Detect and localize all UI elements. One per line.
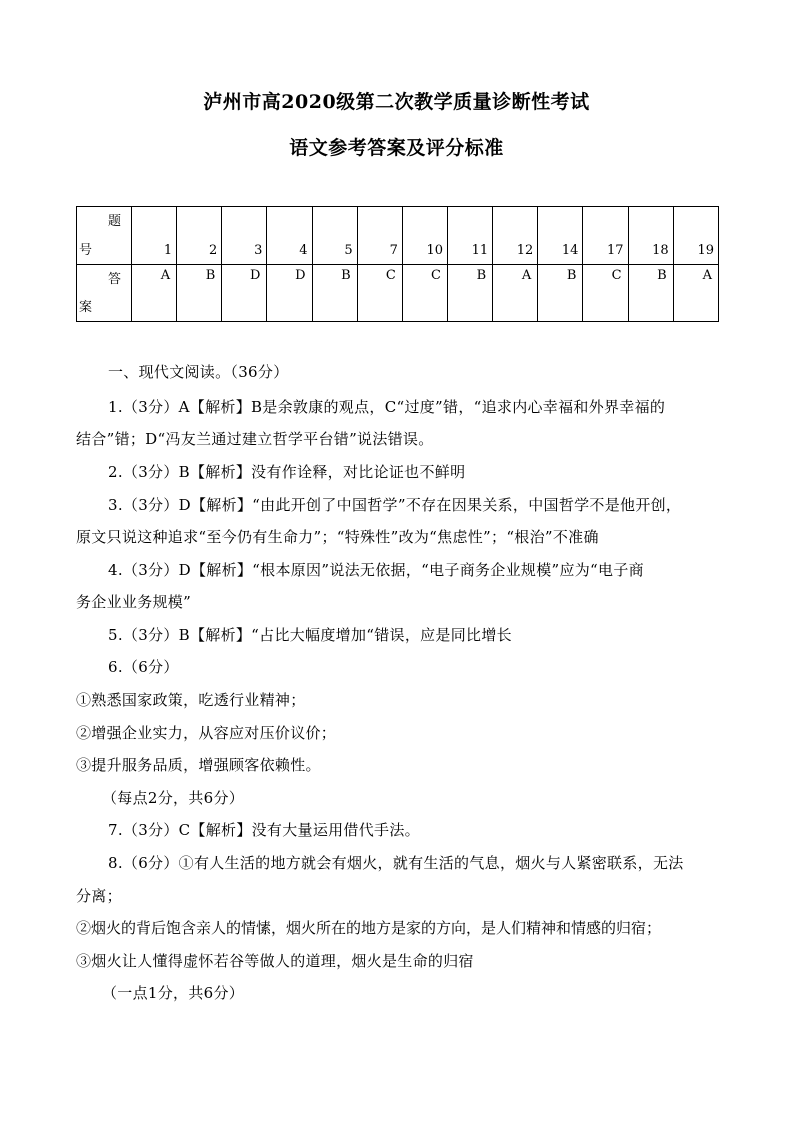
answer-letter: D (295, 268, 306, 283)
answer-letter: A (702, 268, 712, 283)
answer-letter: B (341, 268, 351, 283)
question-number: 18 (652, 243, 669, 258)
document-subtitle: 语文参考答案及评分标准 (289, 137, 504, 159)
question-number: 1 (163, 243, 173, 258)
question-cell (538, 207, 583, 265)
answer-cell (267, 265, 312, 322)
answer-letter: C (431, 268, 441, 283)
answer-letter: D (249, 268, 261, 283)
question-cell (493, 207, 538, 265)
answer-letter: B (476, 268, 487, 283)
answer-cell (628, 265, 673, 322)
question-cell (177, 207, 222, 265)
question-cell (628, 207, 673, 265)
answer-point: ②增强企业实力，从容应对压价议价； (76, 724, 337, 742)
question-cell (267, 207, 312, 265)
answer-cell (538, 265, 583, 322)
answer-line: 分离； (76, 887, 122, 905)
question-number: 14 (561, 243, 579, 258)
document-title: 泸州市高2020级第二次教学质量诊断性考试 (203, 91, 590, 113)
answer-point: ②烟火的背后饱含亲人的情愫，烟火所在的地方是家的方向，是人们精神和情感的归宿； (76, 919, 662, 937)
question-number: 2 (209, 243, 218, 258)
answer-cell (132, 265, 177, 322)
question-cell (673, 207, 718, 265)
answer-row (77, 265, 719, 322)
section-heading: 一、现代文阅读。（36分） (108, 363, 289, 381)
question-number: 19 (697, 243, 714, 258)
answer-line: 3.（3分）D【解析】“由此开创了中国哲学”不存在因果关系，中国哲学不是他开创， (108, 496, 682, 514)
answer-line: 2.（3分）B【解析】没有作诠释，对比论证也不鲜明 (108, 463, 466, 481)
answer-line: 1.（3分）A【解析】B是余敦康的观点，C“过度”错，“追求内心幸福和外界幸福的 (108, 398, 666, 416)
answer-letter: B (657, 268, 667, 283)
header-char: 题 (107, 214, 121, 229)
answer-cell (222, 265, 267, 322)
question-number: 12 (516, 243, 534, 258)
answer-header (77, 265, 132, 322)
question-cell (583, 207, 628, 265)
answer-cell (312, 265, 357, 322)
answer-letter: C (385, 268, 396, 283)
answer-table (76, 206, 719, 322)
answer-letter: C (611, 268, 622, 283)
answer-point: ③提升服务品质，增强顾客依赖性。 (76, 756, 321, 774)
question-number: 7 (389, 243, 398, 258)
answer-point: ③烟火让人懂得虚怀若谷等做人的道理，烟火是生命的归宿 (76, 952, 474, 970)
answer-line: 4.（3分）D【解析】“根本原因”说法无依据，“电子商务企业规模”应为“电子商 (108, 561, 644, 579)
answer-cell (493, 265, 538, 322)
header-char: 案 (79, 300, 93, 315)
answer-line: 原文只说这种追求“至今仍有生命力”；“特殊性”改为“焦虑性”；“根治”不准确 (76, 528, 599, 546)
answer-cell (583, 265, 628, 322)
question-number: 11 (471, 243, 489, 258)
question-cell (222, 207, 267, 265)
question-cell (132, 207, 177, 265)
answer-point: ①熟悉国家政策，吃透行业精神； (76, 691, 306, 709)
answer-cell (177, 265, 222, 322)
answer-line: 务企业业务规模” (76, 593, 192, 611)
question-cell (357, 207, 402, 265)
answer-letter: B (566, 268, 577, 283)
answer-letter: A (160, 268, 171, 283)
header-char: 号 (79, 243, 93, 258)
answer-cell (357, 265, 402, 322)
answer-letter: A (521, 268, 532, 283)
answer-letter: B (205, 268, 216, 283)
answer-line: 6.（6分） (108, 658, 179, 676)
answer-cell (447, 265, 492, 322)
answer-line: 7.（3分）C【解析】没有大量运用借代手法。 (108, 821, 420, 839)
question-number: 17 (607, 243, 624, 258)
answer-line: 结合”错；D“冯友兰通过建立哲学平台错”说法错误。 (76, 430, 434, 448)
scoring-note: （一点1分，共6分） (102, 984, 245, 1002)
question-number: 4 (299, 243, 308, 258)
answer-cell (673, 265, 718, 322)
question-number: 10 (426, 243, 443, 258)
scoring-note: （每点2分，共6分） (102, 789, 245, 807)
question-number-row (77, 207, 719, 265)
question-number-header (77, 207, 132, 265)
answer-line: 8.（6分）①有人生活的地方就会有烟火，就有生活的气息，烟火与人紧密联系，无法 (108, 854, 684, 872)
question-cell (447, 207, 492, 265)
question-number: 5 (344, 243, 353, 258)
header-char: 答 (107, 272, 121, 287)
answer-line: 5.（3分）B【解析】“占比大幅度增加“错误，应是同比增长 (108, 626, 512, 644)
answer-cell (402, 265, 447, 322)
question-cell (402, 207, 447, 265)
question-cell (312, 207, 357, 265)
question-number: 3 (254, 243, 263, 258)
